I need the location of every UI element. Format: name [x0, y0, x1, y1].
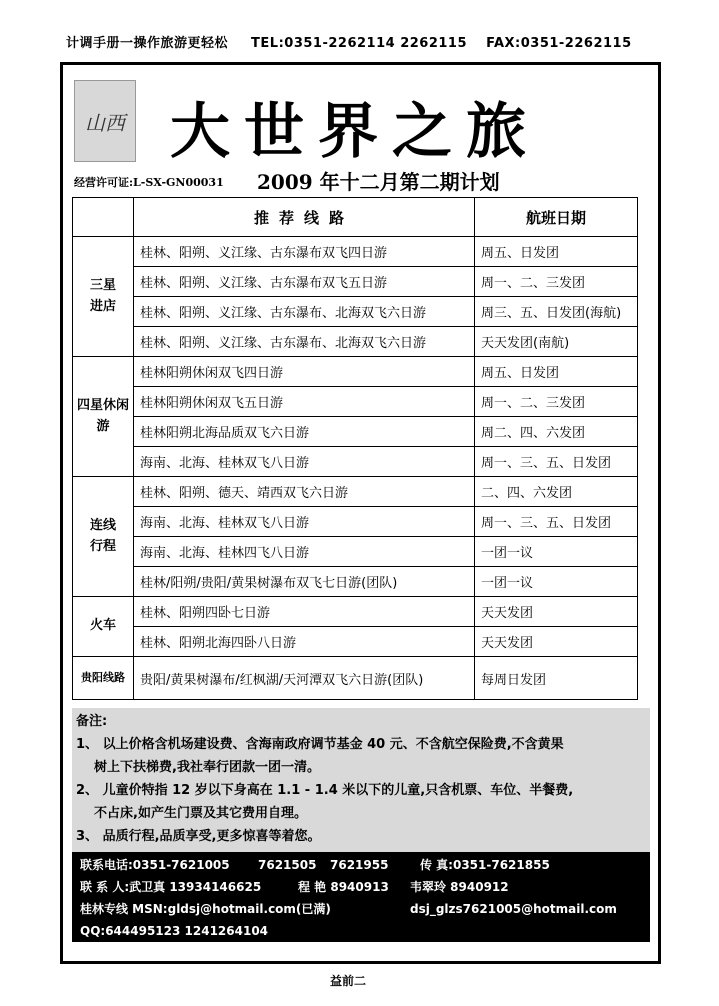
- route-cell: 桂林、阳朔、义江缘、古东瀑布、北海双飞六日游: [134, 327, 475, 357]
- date-cell: 周三、五、日发团(海航): [475, 297, 638, 327]
- note-line: 1、 以上价格含机场建设费、含海南政府调节基金 40 元、不含航空保险费,不含黄果: [76, 737, 564, 752]
- contact-msn-row: [80, 899, 642, 921]
- date-cell: 天天发团: [475, 597, 638, 627]
- date-cell: 天天发团: [475, 627, 638, 657]
- contact-msn: 桂林专线 MSN:gldsj@hotmail.com(已满): [80, 902, 331, 916]
- contact-person-2: 程 艳 8940913: [298, 880, 389, 894]
- date-cell: 天天发团(南航): [475, 327, 638, 357]
- table-header: [73, 198, 638, 237]
- logo-text: 山西: [85, 110, 125, 135]
- date-cell: 二、四、六发团: [475, 477, 638, 507]
- category-header: [73, 198, 134, 237]
- notes-box: [72, 708, 650, 852]
- contact-phone: 联系电话:0351-7621005: [80, 858, 230, 872]
- table-row: [73, 297, 638, 327]
- table-row: [73, 327, 638, 357]
- route-cell: 海南、北海、桂林四飞八日游: [134, 537, 475, 567]
- brand-title: 大世界之旅: [170, 97, 540, 167]
- contact-person-3: 韦翠玲 8940912: [410, 880, 509, 894]
- route-cell: 海南、北海、桂林双飞八日游: [134, 447, 475, 477]
- contact-person: 联 系 人:武卫真 13934146625: [80, 880, 262, 894]
- plan-title: 2009 年十二月第二期计划: [257, 170, 500, 194]
- table-row: [73, 237, 638, 267]
- date-cell: 一团一议: [475, 537, 638, 567]
- route-cell: 海南、北海、桂林双飞八日游: [134, 507, 475, 537]
- license-number: 经营许可证:L-SX-GN00031: [74, 176, 224, 189]
- table-row: [73, 447, 638, 477]
- note-line: 树上下扶梯费,我社奉行团款一团一清。: [94, 760, 320, 775]
- category-cell: 贵阳线路: [73, 657, 134, 700]
- contact-phone-2: 7621505: [258, 858, 317, 872]
- page-footer: 益前二: [330, 974, 367, 988]
- note-line: 3、 品质行程,品质享受,更多惊喜等着您。: [76, 829, 321, 844]
- contact-fax: 传 真:0351-7621855: [420, 858, 550, 872]
- notes-title: 备注:: [76, 714, 108, 729]
- table-row: [73, 567, 638, 597]
- route-header: 推荐线路: [134, 198, 475, 237]
- date-cell: 一团一议: [475, 567, 638, 597]
- route-cell: 桂林、阳朔、义江缘、古东瀑布双飞五日游: [134, 267, 475, 297]
- table-row: [73, 417, 638, 447]
- contact-msn-2: dsj_glzs7621005@hotmail.com: [410, 902, 617, 916]
- route-cell: 桂林/阳朔/贵阳/黄果树瀑布双飞七日游(团队): [134, 567, 475, 597]
- contact-phone-3: 7621955: [330, 858, 389, 872]
- table-row: [73, 477, 638, 507]
- header-slogan: 计调手册一操作旅游更轻松: [66, 36, 229, 51]
- route-cell: 桂林阳朔北海品质双飞六日游: [134, 417, 475, 447]
- header-fax: FAX:0351-2262115: [486, 36, 632, 51]
- category-cell: 三星进店: [73, 237, 134, 357]
- header-line: [66, 32, 656, 54]
- shanxi-logo: [74, 80, 136, 162]
- route-cell: 桂林、阳朔、义江缘、古东瀑布、北海双飞六日游: [134, 297, 475, 327]
- contact-phone-row: [80, 855, 642, 877]
- date-cell: 周二、四、六发团: [475, 417, 638, 447]
- route-cell: 桂林阳朔休闲双飞五日游: [134, 387, 475, 417]
- date-cell: 周一、二、三发团: [475, 267, 638, 297]
- table-row: [73, 267, 638, 297]
- route-cell: 桂林阳朔休闲双飞四日游: [134, 357, 475, 387]
- table-row: [73, 657, 638, 700]
- date-cell: 每周日发团: [475, 657, 638, 700]
- date-cell: 周一、三、五、日发团: [475, 447, 638, 477]
- route-cell: 桂林、阳朔、德天、靖西双飞六日游: [134, 477, 475, 507]
- table-row: [73, 597, 638, 627]
- routes-table: [72, 197, 638, 700]
- contact-qq: QQ:644495123 1241264104: [80, 924, 269, 938]
- note-line: 不占床,如产生门票及其它费用自理。: [94, 806, 307, 821]
- table-row: [73, 537, 638, 567]
- category-cell: 火车: [73, 597, 134, 657]
- route-cell: 桂林、阳朔、义江缘、古东瀑布双飞四日游: [134, 237, 475, 267]
- table-row: [73, 387, 638, 417]
- contact-box: [72, 852, 650, 942]
- date-cell: 周五、日发团: [475, 237, 638, 267]
- header-tel: TEL:0351-2262114 2262115: [251, 36, 468, 51]
- table-row: [73, 627, 638, 657]
- contact-person-row: [80, 877, 642, 899]
- date-cell: 周一、三、五、日发团: [475, 507, 638, 537]
- table-row: [73, 357, 638, 387]
- route-cell: 桂林、阳朔四卧七日游: [134, 597, 475, 627]
- table-row: [73, 507, 638, 537]
- contact-qq-row: [80, 921, 642, 943]
- date-cell: 周五、日发团: [475, 357, 638, 387]
- route-cell: 桂林、阳朔北海四卧八日游: [134, 627, 475, 657]
- category-cell: 四星休闲游: [73, 357, 134, 477]
- note-line: 2、 儿童价特指 12 岁以下身高在 1.1 - 1.4 米以下的儿童,只含机票、车位、半餐费,: [76, 783, 574, 798]
- category-cell: 连线行程: [73, 477, 134, 597]
- date-header: 航班日期: [475, 198, 638, 237]
- route-cell: 贵阳/黄果树瀑布/红枫湖/天河潭双飞六日游(团队): [134, 657, 475, 700]
- date-cell: 周一、二、三发团: [475, 387, 638, 417]
